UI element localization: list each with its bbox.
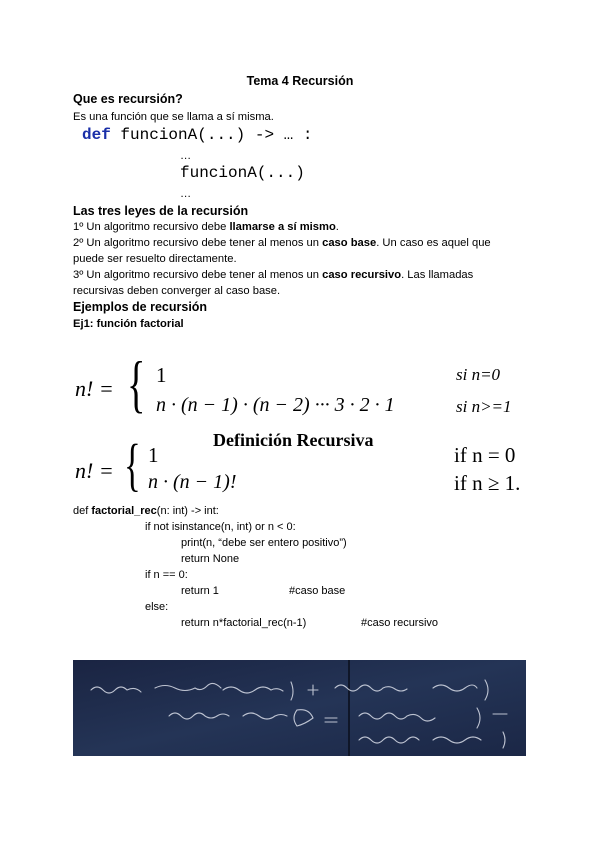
- code-dots-1: …: [180, 150, 192, 162]
- code-def-factorial: [73, 504, 219, 520]
- formula2-case1: 1: [148, 443, 159, 467]
- code-def-signature: funcionA(...) -> … :: [120, 126, 313, 144]
- chalkboard-scribbles: [73, 660, 526, 756]
- code-line-else: else:: [145, 601, 169, 613]
- code-line-if-zero: if n == 0:: [145, 569, 188, 581]
- formula2-title: Definición Recursiva: [213, 430, 374, 450]
- law-3-text: 3º Un algoritmo recursivo debe tener al menos un: [73, 269, 323, 281]
- formula2-cond1: if n = 0: [454, 443, 516, 467]
- code-func-name: factorial_rec: [91, 505, 157, 517]
- code-line-return-none: return None: [181, 553, 240, 565]
- law-2-text: 2º Un algoritmo recursivo debe tener al menos un: [73, 237, 323, 249]
- law-2-end: . Un caso es aquel que puede ser resuelto directamente.: [73, 237, 491, 265]
- heading-que-es: Que es recursión?: [73, 92, 183, 106]
- page-title: Tema 4 Recursión: [246, 74, 354, 88]
- law-1-text: 1º Un algoritmo recursivo debe: [73, 221, 230, 233]
- formula1-case2: n · (n − 1) · (n − 2) ··· 3 · 2 · 1: [156, 394, 395, 416]
- law-2: [73, 236, 523, 267]
- subheading-ej1: Ej1: función factorial: [73, 318, 184, 330]
- code-line-print: print(n, “debe ser entero positivo”): [181, 537, 347, 549]
- formula1-cond2: si n>=1: [456, 397, 512, 416]
- formula1-lhs: n! =: [75, 376, 114, 401]
- code-line-return-1: return 1: [181, 585, 219, 597]
- law-1-bold: llamarse a sí mismo: [229, 221, 336, 233]
- law-3-bold: caso recursivo: [322, 269, 402, 281]
- code-func-sig: (n: int) -> int:: [156, 505, 219, 517]
- code-comment-rec: #caso recursivo: [361, 617, 439, 629]
- law-2-bold: caso base: [322, 237, 377, 249]
- code-def-kw: def: [73, 505, 92, 517]
- formula2-cond2: if n ≥ 1.: [454, 471, 521, 495]
- formula1-case1: 1: [156, 363, 167, 387]
- definition-text: Es una función que se llama a sí misma.: [73, 111, 274, 123]
- code-call-line: funcionA(...): [180, 164, 305, 182]
- code-line-return-rec: return n*factorial_rec(n-1): [181, 617, 307, 629]
- heading-ejemplos: Ejemplos de recursión: [73, 300, 208, 314]
- formula2-brace: {: [124, 432, 141, 497]
- law-3-end: . Las llamadas recursivas deben converger al caso base.: [73, 269, 474, 297]
- formula1-brace: {: [127, 348, 146, 419]
- formula1-cond1: si n=0: [456, 365, 501, 384]
- def-keyword: def: [82, 126, 111, 144]
- law-1-end: .: [335, 221, 339, 233]
- heading-leyes: Las tres leyes de la recursión: [73, 204, 249, 218]
- code-def-line: [82, 126, 312, 144]
- law-1: [73, 220, 523, 236]
- formula2-lhs: n! =: [75, 458, 114, 483]
- code-comment-base: #caso base: [289, 585, 346, 597]
- code-line-if-check: if not isinstance(n, int) or n < 0:: [145, 521, 296, 533]
- code-dots-2: …: [180, 188, 192, 200]
- formula2-case2: n · (n − 1)!: [148, 471, 237, 493]
- law-3: [73, 268, 523, 299]
- chalkboard-image: [73, 660, 526, 756]
